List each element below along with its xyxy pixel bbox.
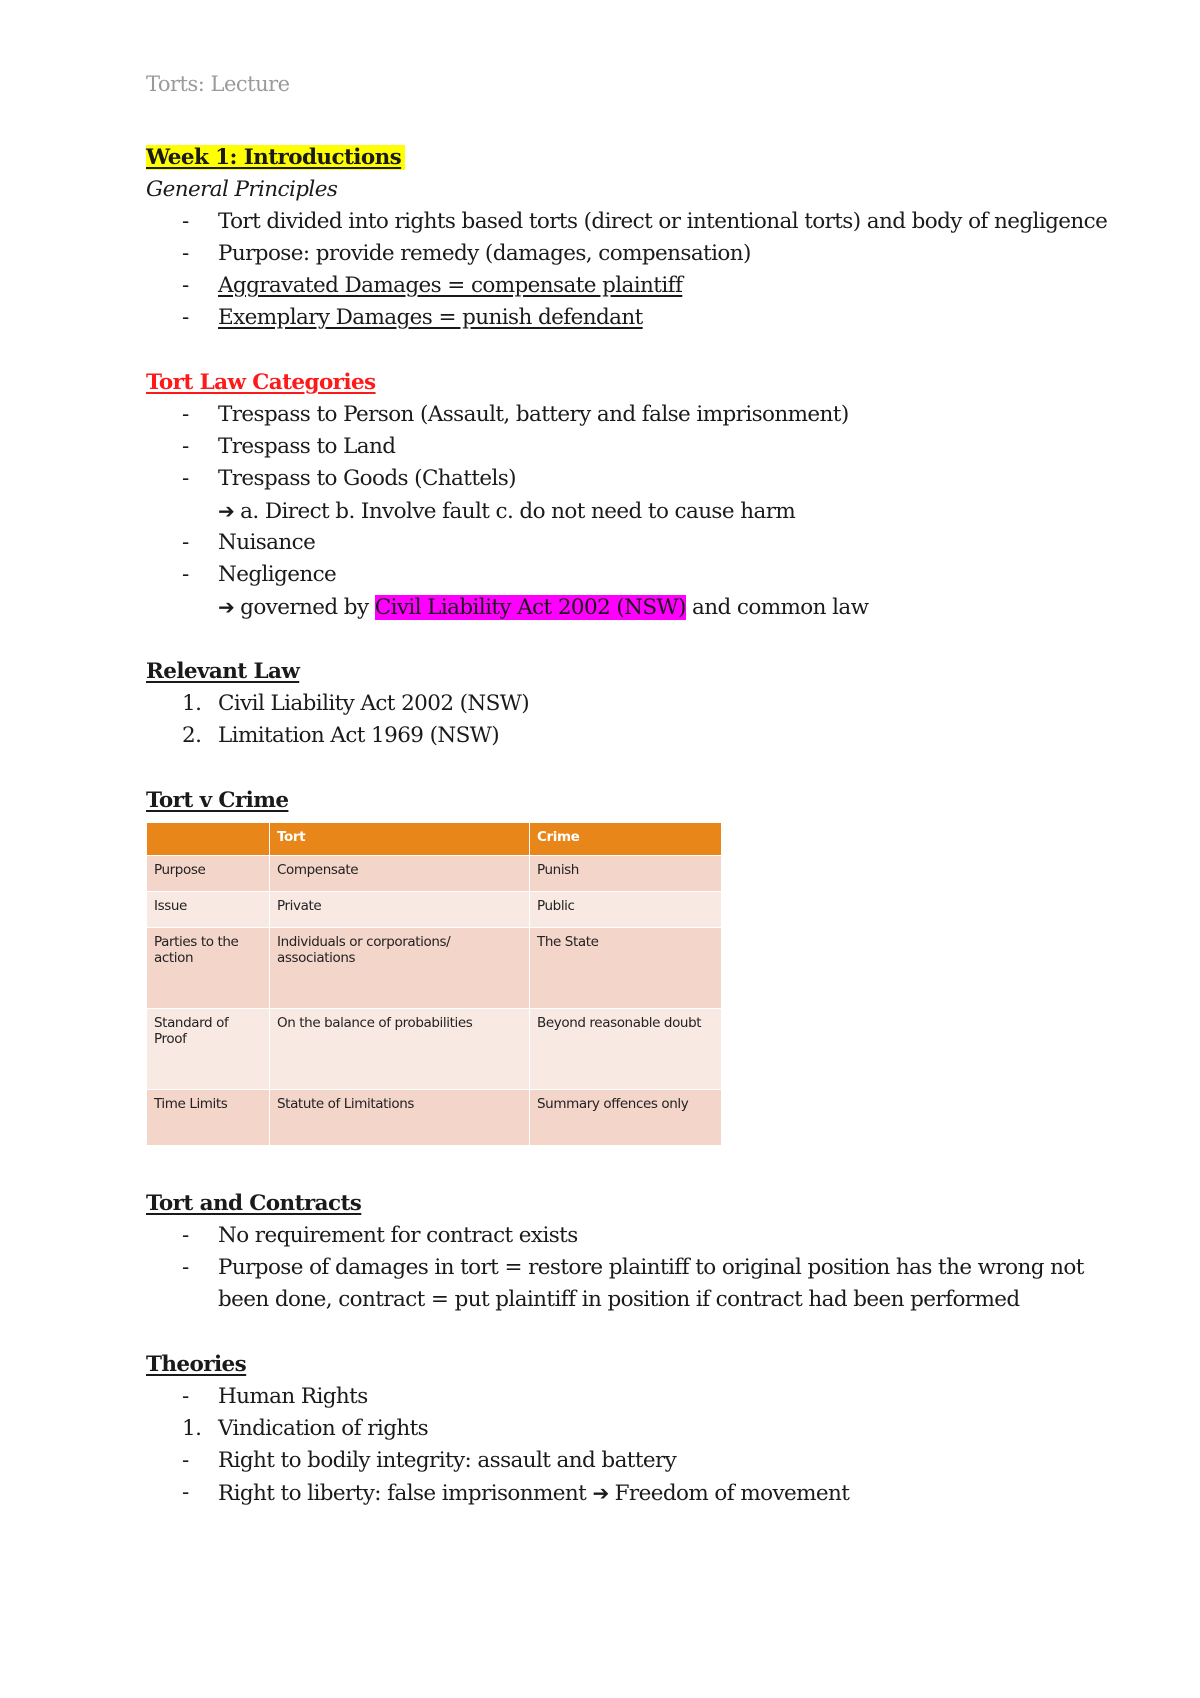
- tort-v-crime-heading: Tort v Crime: [146, 788, 289, 813]
- theories-heading: Theories: [146, 1352, 247, 1377]
- relevant-law-heading: Relevant Law: [146, 659, 300, 684]
- table-cell: Individuals or corporations/ associations: [270, 928, 530, 1009]
- arrow-icon: ➔: [592, 1481, 609, 1505]
- table-row: [147, 1090, 722, 1146]
- section-tort-contracts: [146, 1188, 1100, 1316]
- table-cell: Standard of Proof: [147, 1009, 270, 1090]
- list-item: - Purpose: provide remedy (damages, compensation): [182, 241, 751, 266]
- sub-note: ➔ a. Direct b. Involve fault c. do not need to cause harm: [218, 499, 796, 524]
- list-item: - Trespass to Person (Assault, battery and false imprisonment): [182, 402, 849, 427]
- list-item: - Trespass to Land: [182, 434, 396, 459]
- list-item-continuation: been done, contract = put plaintiff in position if contract had been performed: [218, 1287, 1020, 1312]
- tort-contracts-heading: Tort and Contracts: [146, 1191, 362, 1216]
- tort-vs-crime-table: [146, 822, 722, 1146]
- table-cell: Time Limits: [147, 1090, 270, 1146]
- table-row: [147, 856, 722, 892]
- table-cell: Private: [270, 892, 530, 928]
- highlighted-act: Civil Liability Act 2002 (NSW): [374, 595, 686, 620]
- table-cell: Summary offences only: [530, 1090, 722, 1146]
- week-heading: Week 1: Introductions: [146, 145, 405, 170]
- arrow-icon: ➔: [218, 595, 235, 619]
- arrow-icon: ➔: [218, 499, 235, 523]
- categories-heading: Tort Law Categories: [146, 370, 376, 395]
- sub-note: ➔ governed by Civil Liability Act 2002 (NSW) and common law: [218, 595, 869, 620]
- table-header-cell: Tort: [270, 823, 530, 856]
- page-header: Torts: Lecture: [146, 72, 290, 96]
- table-cell: Purpose: [147, 856, 270, 892]
- table-cell: Public: [530, 892, 722, 928]
- list-item: 2. Limitation Act 1969 (NSW): [182, 723, 500, 748]
- list-item: - Right to liberty: false imprisonment ➔ Freedom of movement: [182, 1480, 850, 1506]
- table-header-cell: Crime: [530, 823, 722, 856]
- table-cell: Punish: [530, 856, 722, 892]
- table-cell: Parties to the action: [147, 928, 270, 1009]
- list-item: 1. Civil Liability Act 2002 (NSW): [182, 691, 530, 716]
- list-item: - Human Rights: [182, 1384, 368, 1409]
- list-item: - Exemplary Damages = punish defendant: [182, 305, 643, 330]
- section-relevant-law: [146, 656, 1100, 752]
- general-principles-subheading: General Principles: [146, 177, 338, 202]
- table-cell: Compensate: [270, 856, 530, 892]
- table-cell: Statute of Limitations: [270, 1090, 530, 1146]
- table-cell: On the balance of probabilities: [270, 1009, 530, 1090]
- section-categories: [146, 367, 1100, 623]
- section-tort-v-crime: [146, 785, 1100, 817]
- table-row: [147, 928, 722, 1009]
- list-item: - Trespass to Goods (Chattels): [182, 466, 516, 491]
- list-item: 1. Vindication of rights: [182, 1416, 429, 1441]
- table-header-cell: [147, 823, 270, 856]
- list-item: - Nuisance: [182, 530, 316, 555]
- table-cell: Beyond reasonable doubt: [530, 1009, 722, 1090]
- list-item: - Negligence: [182, 562, 337, 587]
- list-item: - Tort divided into rights based torts (direct or intentional torts) and body of negligence: [182, 209, 1108, 234]
- list-item: - No requirement for contract exists: [182, 1223, 578, 1248]
- table-cell: The State: [530, 928, 722, 1009]
- table-row: [147, 892, 722, 928]
- list-item: - Right to bodily integrity: assault and battery: [182, 1448, 677, 1473]
- list-item: - Purpose of damages in tort = restore plaintiff to original position has the wrong not: [182, 1255, 1084, 1280]
- list-item: - Aggravated Damages = compensate plaintiff: [182, 273, 683, 298]
- section-theories: [146, 1349, 1100, 1509]
- table-header-row: [147, 823, 722, 856]
- table-cell: Issue: [147, 892, 270, 928]
- table-row: [147, 1009, 722, 1090]
- section-week-1: [146, 142, 1108, 334]
